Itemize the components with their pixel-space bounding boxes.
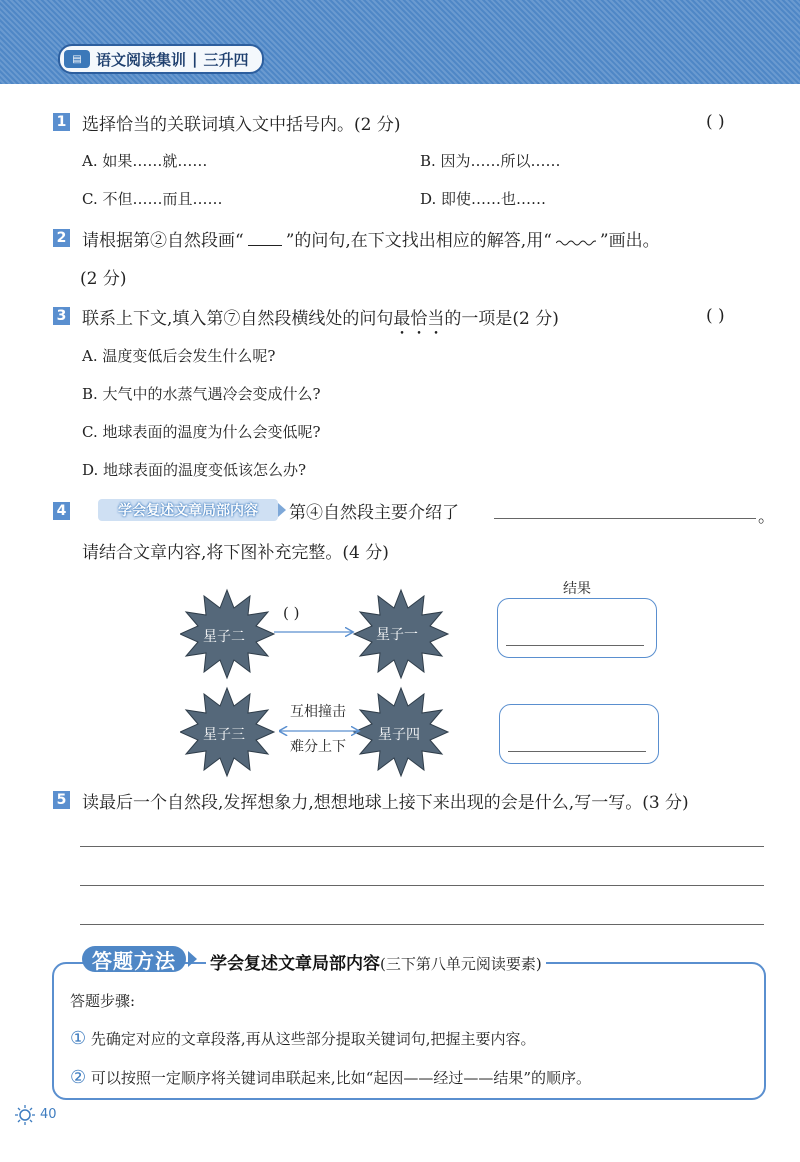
arrow-2-label-top: 互相撞击	[290, 704, 346, 720]
question-3-option-b[interactable]: B. 大气中的水蒸气遇冷会变成什么?	[82, 385, 321, 403]
question-3-option-c[interactable]: C. 地球表面的温度为什么会变低呢?	[82, 423, 321, 441]
question-4-number: 4	[53, 502, 70, 520]
tips-step-1	[70, 1028, 535, 1049]
question-1-option-c[interactable]: C. 不但……而且……	[82, 190, 223, 208]
writing-line-3[interactable]	[80, 924, 764, 925]
question-4-period: 。	[758, 507, 775, 527]
question-3-option-a[interactable]: A. 温度变低后会发生什么呢?	[82, 347, 276, 365]
step-1-text: 先确定对应的文章段落,再从这些部分提取关键词句,把握主要内容。	[90, 1030, 536, 1048]
result-box-2[interactable]	[499, 704, 659, 764]
star-label-2: 星子二	[203, 629, 245, 645]
result-label: 结果	[563, 581, 591, 597]
question-2-text-a: 请根据第②自然段画“	[82, 231, 244, 251]
question-3-number: 3	[53, 307, 70, 325]
arrow-2-label-bottom: 难分上下	[290, 739, 346, 755]
header-pill	[58, 44, 264, 74]
question-2-number: 2	[53, 229, 70, 247]
question-4-text: 第④自然段主要介绍了	[289, 503, 459, 523]
tips-heading: 学会复述文章局部内容	[210, 954, 380, 974]
question-5-text: 读最后一个自然段,发挥想象力,想想地球上接下来出现的会是什么,写一写。(3 分)	[82, 793, 689, 813]
question-1-option-d[interactable]: D. 即使……也……	[420, 190, 547, 208]
sun-icon	[14, 1104, 36, 1126]
step-2-number: ②	[70, 1067, 87, 1088]
skill-arrow-icon	[278, 503, 286, 517]
grade-label: 三升四	[203, 50, 249, 69]
writing-line-2[interactable]	[80, 885, 764, 886]
step-2-text: 可以按照一定顺序将关键词串联起来,比如“起因——经过——结果”的顺序。	[90, 1069, 592, 1087]
book-icon: ▤	[64, 50, 90, 68]
book-title: 语文阅读集训	[96, 50, 187, 69]
question-1-text: 选择恰当的关联词填入文中括号内。(2 分)	[82, 115, 401, 135]
question-3-text	[82, 304, 559, 339]
question-3-answer-paren[interactable]: ( )	[706, 306, 725, 326]
writing-line-1[interactable]	[80, 846, 764, 847]
question-3-emphasis: 最恰当	[393, 309, 445, 329]
result-box-2-line	[508, 751, 646, 752]
skill-tag: 学会复述文章局部内容	[98, 499, 278, 521]
question-1-option-b[interactable]: B. 因为……所以……	[420, 152, 561, 170]
page-number: 40	[40, 1107, 57, 1122]
arrow-1-blank[interactable]: ( )	[283, 604, 300, 622]
question-2-score: (2 分)	[80, 269, 127, 289]
question-2-text-b: ”的问句,在下文找出相应的解答,用“	[285, 231, 552, 251]
star-label-4: 星子四	[378, 727, 420, 743]
question-3-option-d[interactable]: D. 地球表面的温度变低该怎么办?	[82, 461, 307, 479]
question-3-text-a: 联系上下文,填入第⑦自然段横线处的问句	[82, 309, 394, 329]
tips-heading-row	[206, 949, 546, 974]
question-4-instruction: 请结合文章内容,将下图补充完整。(4 分)	[82, 543, 389, 563]
question-5-number: 5	[53, 791, 70, 809]
question-1-answer-paren[interactable]: ( )	[706, 112, 725, 132]
question-3-text-b: 的一项是(2 分)	[444, 309, 559, 329]
star-label-1: 星子一	[376, 627, 418, 643]
tips-badge: 答题方法	[82, 946, 186, 972]
straight-line-mark	[248, 231, 282, 246]
wavy-line-mark	[556, 232, 596, 246]
question-1-option-a[interactable]: A. 如果……就……	[82, 152, 208, 170]
result-box-1[interactable]	[497, 598, 657, 658]
question-2-text-c: ”画出。	[599, 231, 660, 251]
tips-arrow-icon	[188, 951, 197, 967]
result-box-1-line	[506, 645, 644, 646]
tips-step-2	[70, 1067, 591, 1088]
question-4-answer-line[interactable]	[494, 518, 756, 519]
question-2-text	[82, 226, 660, 251]
step-1-number: ①	[70, 1028, 87, 1049]
tips-steps-label: 答题步骤:	[70, 992, 136, 1010]
question-1-number: 1	[53, 113, 70, 131]
star-label-3: 星子三	[203, 727, 245, 743]
tips-subheading: (三下第八单元阅读要素)	[380, 955, 542, 973]
header-separator: |	[192, 50, 198, 68]
